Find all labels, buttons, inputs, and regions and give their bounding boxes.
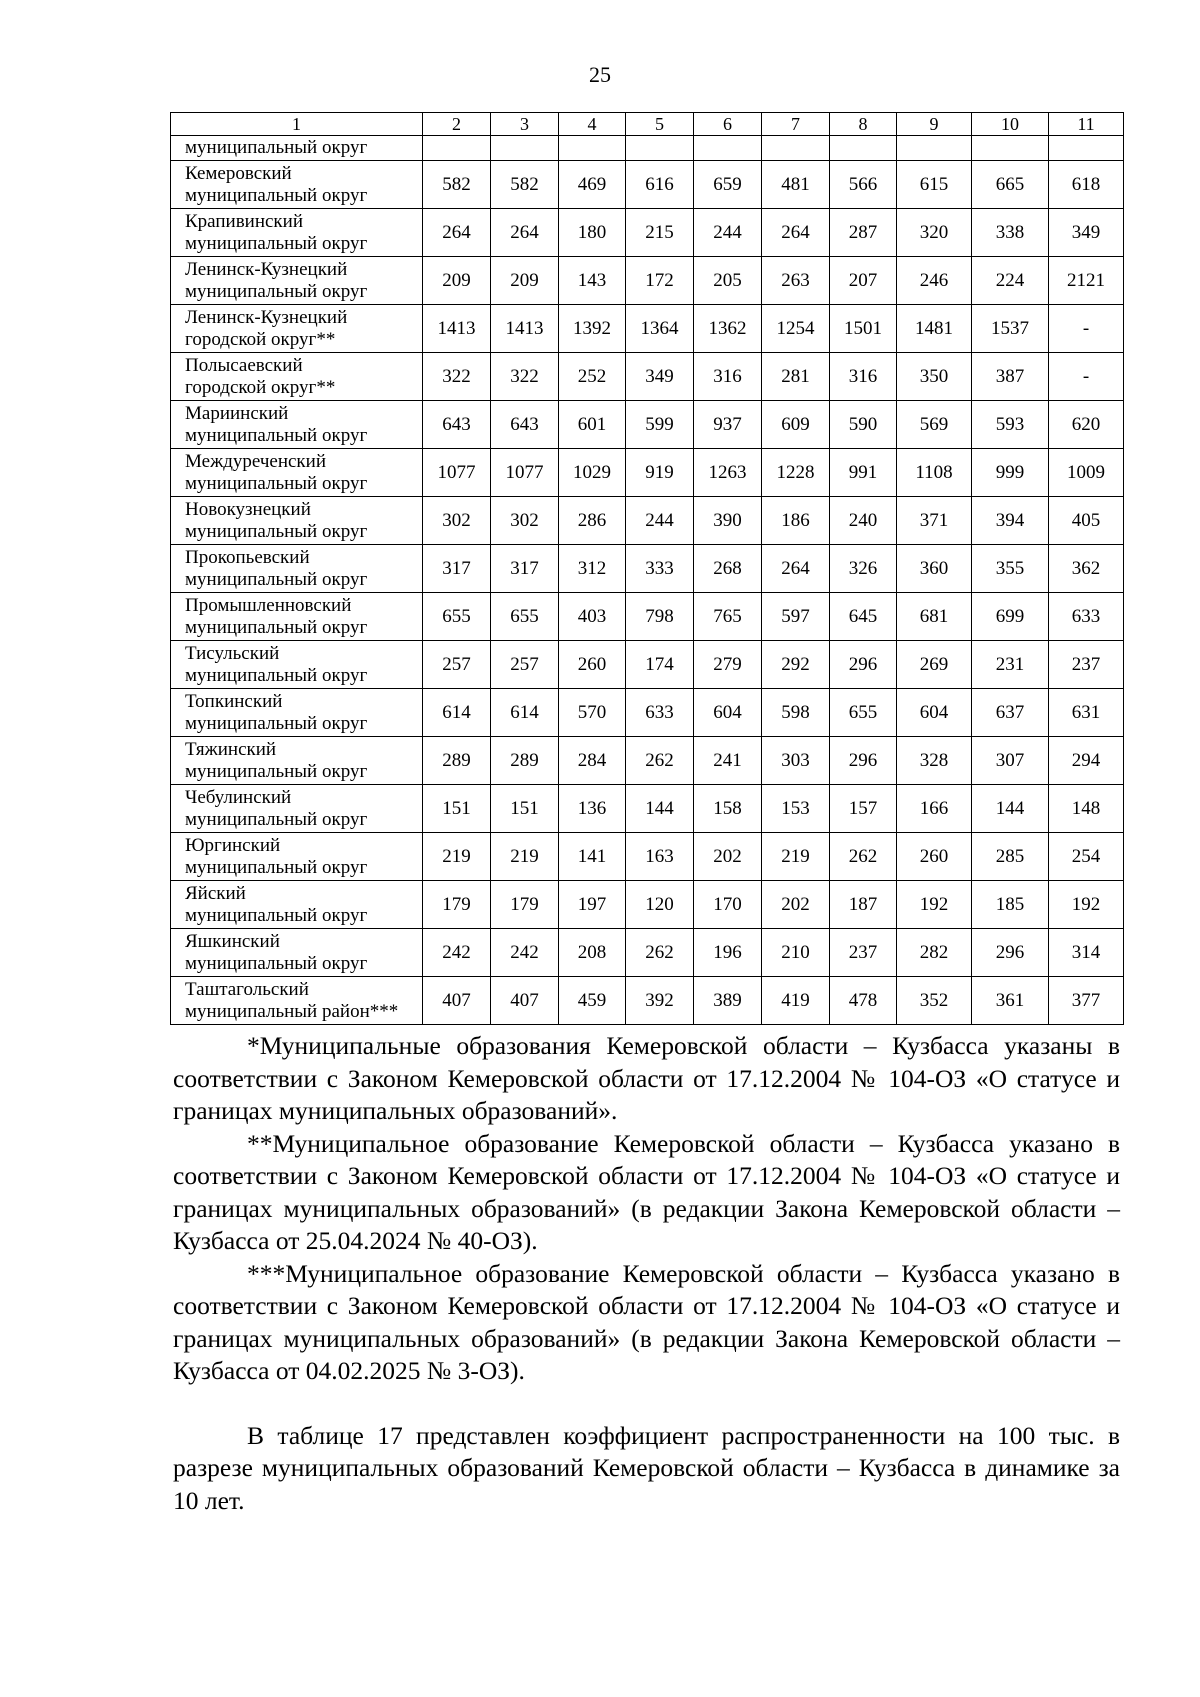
value-cell: 285 [972,833,1049,881]
value-cell: 172 [626,257,694,305]
municipality-type: городской округ** [185,328,336,350]
value-cell: 659 [694,161,762,209]
empty-cell [972,136,1049,161]
value-cell: 582 [423,161,491,209]
value-cell: 1108 [897,449,972,497]
value-cell: 389 [694,977,762,1025]
value-cell: 215 [626,209,694,257]
value-cell: 655 [491,593,559,641]
value-cell: 352 [897,977,972,1025]
municipality-name-cell [171,593,423,641]
municipality-name-cell [171,689,423,737]
municipality-type: муниципальный округ [185,424,368,446]
value-cell: 244 [694,209,762,257]
table-row [171,881,1124,929]
value-cell: 350 [897,353,972,401]
value-cell: 362 [1049,545,1124,593]
value-cell: 991 [830,449,897,497]
municipality-name-cell [171,497,423,545]
value-cell: 186 [762,497,830,545]
value-cell: 392 [626,977,694,1025]
value-cell: 240 [830,497,897,545]
value-cell: - [1049,353,1124,401]
value-cell: 192 [1049,881,1124,929]
table-row [171,449,1124,497]
table-row [171,497,1124,545]
value-cell: 322 [423,353,491,401]
value-cell: 614 [491,689,559,737]
value-cell: 246 [897,257,972,305]
value-cell: 264 [762,545,830,593]
value-cell: 294 [1049,737,1124,785]
municipality-type: муниципальный округ [185,712,368,734]
municipality-type: муниципальный округ [185,952,368,974]
municipality-name-cell [171,641,423,689]
value-cell: 937 [694,401,762,449]
table-continued-row [171,136,1124,161]
value-cell: 1481 [897,305,972,353]
header-cell: 10 [972,113,1049,136]
table-row [171,545,1124,593]
municipality-name-cell [171,209,423,257]
value-cell: 244 [626,497,694,545]
data-table [170,112,1124,1025]
municipality-name-cell [171,353,423,401]
value-cell: 242 [423,929,491,977]
municipality-name: Яйский [185,882,246,904]
value-cell: 326 [830,545,897,593]
empty-cell [762,136,830,161]
value-cell: 360 [897,545,972,593]
value-cell: 151 [423,785,491,833]
value-cell: 614 [423,689,491,737]
table-row [171,641,1124,689]
value-cell: 317 [423,545,491,593]
value-cell: 242 [491,929,559,977]
value-cell: 284 [559,737,626,785]
value-cell: 264 [423,209,491,257]
value-cell: 598 [762,689,830,737]
value-cell: 252 [559,353,626,401]
header-cell: 2 [423,113,491,136]
value-cell: 158 [694,785,762,833]
value-cell: 665 [972,161,1049,209]
value-cell: 349 [1049,209,1124,257]
value-cell: 633 [1049,593,1124,641]
table-header-row [171,113,1124,136]
municipality-name-cell [171,929,423,977]
value-cell: 1537 [972,305,1049,353]
value-cell: 604 [897,689,972,737]
header-cell: 6 [694,113,762,136]
municipality-name: Кемеровский [185,162,292,184]
municipality-type: муниципальный округ [185,184,368,206]
value-cell: 279 [694,641,762,689]
value-cell: 241 [694,737,762,785]
value-cell: 144 [626,785,694,833]
municipality-type: муниципальный округ [185,664,368,686]
value-cell: 180 [559,209,626,257]
municipality-type: муниципальный округ [185,280,368,302]
value-cell: 1077 [423,449,491,497]
value-cell: 187 [830,881,897,929]
value-cell: 254 [1049,833,1124,881]
value-cell: 202 [762,881,830,929]
municipality-type: муниципальный округ [185,616,368,638]
value-cell: 312 [559,545,626,593]
value-cell: 179 [491,881,559,929]
value-cell: 631 [1049,689,1124,737]
municipality-name: Топкинский [185,690,283,712]
municipality-name-cell [171,401,423,449]
value-cell: 144 [972,785,1049,833]
value-cell: 320 [897,209,972,257]
municipality-type: муниципальный округ [185,904,368,926]
value-cell: 1501 [830,305,897,353]
municipality-type: муниципальный округ [185,232,368,254]
value-cell: 237 [1049,641,1124,689]
value-cell: 287 [830,209,897,257]
municipality-type: муниципальный округ [185,472,368,494]
value-cell: 609 [762,401,830,449]
value-cell: 269 [897,641,972,689]
value-cell: 407 [423,977,491,1025]
value-cell: 303 [762,737,830,785]
value-cell: 405 [1049,497,1124,545]
value-cell: 765 [694,593,762,641]
value-cell: 179 [423,881,491,929]
municipality-name: Юргинский [185,834,281,856]
municipality-name: Яшкинский [185,930,280,952]
value-cell: 209 [423,257,491,305]
value-cell: 338 [972,209,1049,257]
value-cell: 459 [559,977,626,1025]
empty-cell [559,136,626,161]
value-cell: 219 [423,833,491,881]
continued-row-label: муниципальный округ [171,136,423,161]
value-cell: 637 [972,689,1049,737]
municipality-name-cell [171,833,423,881]
table-row [171,353,1124,401]
value-cell: 286 [559,497,626,545]
value-cell: 262 [626,737,694,785]
value-cell: 371 [897,497,972,545]
notes-section [173,1030,1120,1517]
value-cell: 316 [694,353,762,401]
footnote-1: *Муниципальные образования Кемеровской области – Кузбасса указаны в соответствии с Законом Кемеровской области от 17.12.2004 № 104-ОЗ «О статусе и границах муниципальных образований». [173,1031,1120,1125]
empty-cell [491,136,559,161]
value-cell: 604 [694,689,762,737]
value-cell: 699 [972,593,1049,641]
value-cell: 681 [897,593,972,641]
value-cell: 1263 [694,449,762,497]
value-cell: 170 [694,881,762,929]
municipality-name-cell [171,881,423,929]
value-cell: 390 [694,497,762,545]
value-cell: 141 [559,833,626,881]
value-cell: 262 [830,833,897,881]
empty-cell [694,136,762,161]
municipality-type: муниципальный округ [185,760,368,782]
value-cell: 202 [694,833,762,881]
value-cell: 403 [559,593,626,641]
municipality-name-cell [171,977,423,1025]
header-cell: 9 [897,113,972,136]
value-cell: 282 [897,929,972,977]
value-cell: 224 [972,257,1049,305]
value-cell: 643 [491,401,559,449]
municipality-type: муниципальный район*** [185,1000,399,1022]
value-cell: 469 [559,161,626,209]
value-cell: 349 [626,353,694,401]
table-row [171,977,1124,1025]
municipality-name: Новокузнецкий [185,498,311,520]
value-cell: 655 [830,689,897,737]
value-cell: 231 [972,641,1049,689]
municipality-name-cell [171,257,423,305]
municipality-name: Прокопьевский [185,546,310,568]
municipality-name: Полысаевский [185,354,303,376]
value-cell: 264 [491,209,559,257]
table-row [171,161,1124,209]
value-cell: 317 [491,545,559,593]
value-cell: 120 [626,881,694,929]
value-cell: 302 [491,497,559,545]
value-cell: 570 [559,689,626,737]
municipality-name: Крапивинский [185,210,303,232]
value-cell: 1413 [491,305,559,353]
table-row [171,929,1124,977]
value-cell: 153 [762,785,830,833]
value-cell: 1364 [626,305,694,353]
municipality-name: Тисульский [185,642,280,664]
value-cell: 208 [559,929,626,977]
value-cell: 645 [830,593,897,641]
value-cell: 407 [491,977,559,1025]
value-cell: 289 [491,737,559,785]
municipality-name-cell [171,161,423,209]
value-cell: 655 [423,593,491,641]
value-cell: 166 [897,785,972,833]
empty-cell [897,136,972,161]
value-cell: 1392 [559,305,626,353]
table-row [171,689,1124,737]
value-cell: 633 [626,689,694,737]
value-cell: 1029 [559,449,626,497]
value-cell: 210 [762,929,830,977]
value-cell: 257 [491,641,559,689]
value-cell: 136 [559,785,626,833]
value-cell: 999 [972,449,1049,497]
municipality-name: Таштагольский [185,978,309,1000]
value-cell: 281 [762,353,830,401]
header-cell: 8 [830,113,897,136]
header-cell: 11 [1049,113,1124,136]
value-cell: 289 [423,737,491,785]
value-cell: 569 [897,401,972,449]
value-cell: 2121 [1049,257,1124,305]
footnote-3: ***Муниципальное образование Кемеровской области – Кузбасса указано в соответствии с Законом Кемеровской области от 17.12.2004 № 104-ОЗ «О статусе и границах муниципальных образований» (в редакции Закона Кемеровской области – Кузбасса от 04.02.2025 № 3-ОЗ). [173,1258,1120,1385]
header-cell: 3 [491,113,559,136]
value-cell: 593 [972,401,1049,449]
empty-cell [626,136,694,161]
value-cell: 620 [1049,401,1124,449]
municipality-name: Мариинский [185,402,289,424]
municipality-name: Ленинск-Кузнецкий [185,258,348,280]
value-cell: 192 [897,881,972,929]
value-cell: 599 [626,401,694,449]
municipality-name-cell [171,305,423,353]
table-row [171,401,1124,449]
value-cell: 302 [423,497,491,545]
table-row [171,257,1124,305]
intro-paragraph: В таблице 17 представлен коэффициент распространенности на 100 тыс. в разрезе муниципальных образований Кемеровской области – Кузбасса в динамике за 10 лет. [173,1420,1120,1515]
value-cell: 1228 [762,449,830,497]
value-cell: 1077 [491,449,559,497]
value-cell: 1413 [423,305,491,353]
value-cell: 478 [830,977,897,1025]
value-cell: 1254 [762,305,830,353]
value-cell: 1362 [694,305,762,353]
value-cell: 615 [897,161,972,209]
value-cell: 196 [694,929,762,977]
value-cell: 260 [897,833,972,881]
value-cell: - [1049,305,1124,353]
value-cell: 387 [972,353,1049,401]
value-cell: 163 [626,833,694,881]
table-row [171,785,1124,833]
value-cell: 185 [972,881,1049,929]
municipality-name: Чебулинский [185,786,292,808]
value-cell: 361 [972,977,1049,1025]
value-cell: 219 [762,833,830,881]
value-cell: 314 [1049,929,1124,977]
table-body [171,113,1124,1025]
value-cell: 590 [830,401,897,449]
value-cell: 219 [491,833,559,881]
value-cell: 143 [559,257,626,305]
value-cell: 268 [694,545,762,593]
value-cell: 333 [626,545,694,593]
header-cell: 4 [559,113,626,136]
value-cell: 207 [830,257,897,305]
header-cell: 1 [171,113,423,136]
value-cell: 151 [491,785,559,833]
table-row [171,209,1124,257]
municipality-type: муниципальный округ [185,520,368,542]
table-row [171,833,1124,881]
municipality-name-cell [171,449,423,497]
value-cell: 597 [762,593,830,641]
municipality-name-cell [171,785,423,833]
table-row [171,737,1124,785]
value-cell: 618 [1049,161,1124,209]
municipality-name: Междуреченский [185,450,326,472]
value-cell: 292 [762,641,830,689]
value-cell: 316 [830,353,897,401]
municipality-type: городской округ** [185,376,336,398]
value-cell: 582 [491,161,559,209]
value-cell: 263 [762,257,830,305]
value-cell: 566 [830,161,897,209]
value-cell: 643 [423,401,491,449]
value-cell: 322 [491,353,559,401]
value-cell: 798 [626,593,694,641]
municipality-type: муниципальный округ [185,856,368,878]
value-cell: 616 [626,161,694,209]
value-cell: 237 [830,929,897,977]
value-cell: 148 [1049,785,1124,833]
empty-cell [1049,136,1124,161]
municipality-name-cell [171,545,423,593]
value-cell: 377 [1049,977,1124,1025]
value-cell: 205 [694,257,762,305]
value-cell: 260 [559,641,626,689]
value-cell: 419 [762,977,830,1025]
table-row [171,305,1124,353]
table-row [171,593,1124,641]
value-cell: 919 [626,449,694,497]
municipality-name: Тяжинский [185,738,277,760]
header-cell: 7 [762,113,830,136]
value-cell: 157 [830,785,897,833]
value-cell: 296 [830,641,897,689]
municipality-type: муниципальный округ [185,808,368,830]
value-cell: 257 [423,641,491,689]
empty-cell [423,136,491,161]
header-cell: 5 [626,113,694,136]
municipality-name-cell [171,737,423,785]
page-number: 25 [589,62,611,87]
value-cell: 296 [972,929,1049,977]
value-cell: 197 [559,881,626,929]
value-cell: 355 [972,545,1049,593]
municipality-name: Ленинск-Кузнецкий [185,306,348,328]
footnote-2: **Муниципальное образование Кемеровской области – Кузбасса указано в соответствии с Законом Кемеровской области от 17.12.2004 № 104-ОЗ «О статусе и границах муниципальных образований» (в редакции Закона Кемеровской области – Кузбасса от 25.04.2024 № 40-ОЗ). [173,1128,1120,1255]
municipality-name: Промышленновский [185,594,352,616]
value-cell: 209 [491,257,559,305]
value-cell: 1009 [1049,449,1124,497]
value-cell: 264 [762,209,830,257]
value-cell: 481 [762,161,830,209]
value-cell: 307 [972,737,1049,785]
value-cell: 394 [972,497,1049,545]
municipality-type: муниципальный округ [185,568,368,590]
empty-cell [830,136,897,161]
value-cell: 601 [559,401,626,449]
value-cell: 262 [626,929,694,977]
value-cell: 328 [897,737,972,785]
value-cell: 174 [626,641,694,689]
value-cell: 296 [830,737,897,785]
